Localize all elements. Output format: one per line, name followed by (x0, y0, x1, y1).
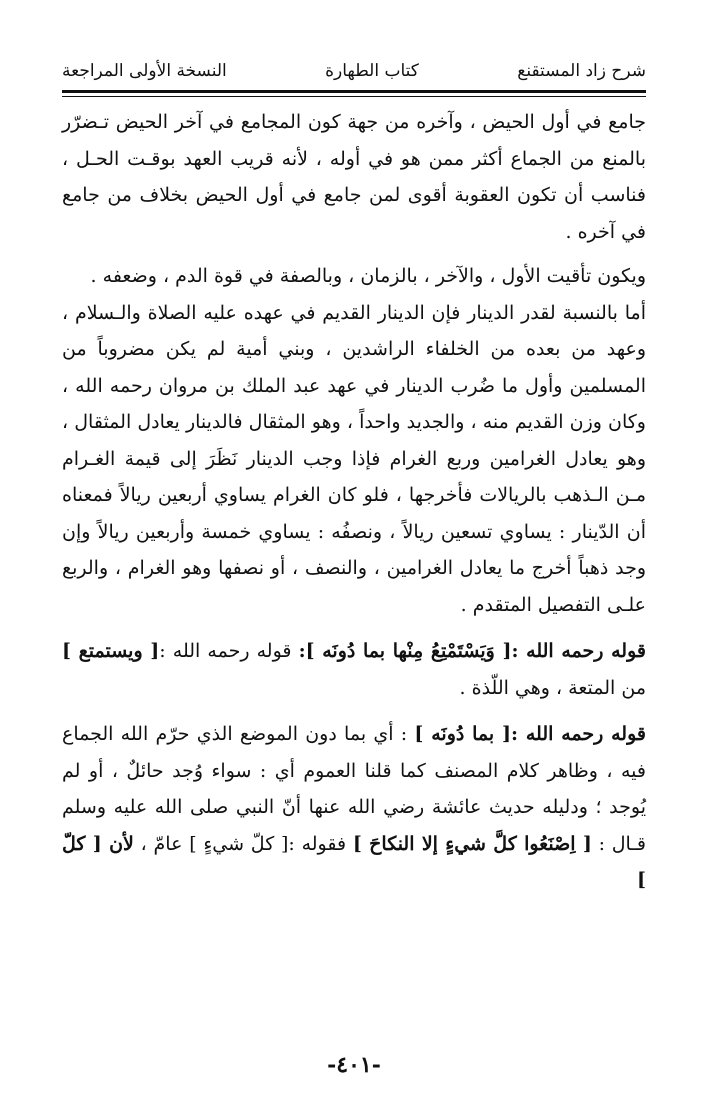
page-number: -٤٠١- (327, 1052, 381, 1078)
header-edition-note: النسخة الأولى المراجعة (62, 61, 227, 81)
body-text (62, 104, 646, 899)
commentary-term: [ ويستمتع ] (62, 640, 160, 662)
commentary-lead-2: قوله رحمه الله :[ بما دُونَه ] (414, 723, 646, 745)
hadith-quote: [ اِصْنَعُوا كلَّ شيءٍ إلا النكاحَ ] (352, 832, 592, 855)
commentary-lead: قوله رحمه الله :[ وَيَسْتَمْتِعُ مِنْها بما دُونَه ]: (298, 640, 646, 662)
header-chapter-title: كتاب الطهارة (325, 61, 419, 81)
paragraph-4 (62, 633, 646, 706)
header-book-title: شرح زاد المستقنع (517, 61, 646, 81)
header-rule-thin (62, 96, 646, 97)
commentary-text-3: فقوله :[ كلّ شيءٍ ] عامّ ، (133, 832, 353, 855)
commentary-term-2: لأن [ كلّ ] (62, 832, 646, 891)
running-header (62, 56, 646, 86)
paragraph-3: أما بالنسبة لقدر الدينار فإن الدينار القديم في عهده عليه الصلاة والـسلام ، وعهد من بعده من الخلفاء الراشدين ، وبني أمية لم يكن مضروباً من المسلمين وأول ما ضُرب الدينار في عهد عبد الملك بن مروان رحمه الله ، وكان وزن القديم منه ، والجديد واحداً ، وهو المثقال فالدينار يعادل المثقال ، وهو يعادل الغرامين وربع الغرام فإذا وجب الدينار نَظَرَ إلى قيمة الغـرام مـن الـذهب بالريالات فأخرجها ، فلو كان الغرام يساوي أربعين ريالاً فمعناه أن الدّينار : يساوي تسعين ريالاً ، ونصفُه : يساوي خمسة وأربعين ريالاً وإن وجد ذهباً أخرج ما يعادل الغرامين ، والنصف ، أو نصفها وهو الغرام ، والربع علـى التفصيل المتقدم . (62, 301, 647, 616)
header-rule-thick (62, 90, 646, 93)
commentary-text-tail: من المتعة ، وهي اللّذة . (459, 676, 646, 699)
paragraph-2: ويكون تأقيت الأول ، والآخر ، بالزمان ، وبالصفة في قوة الدم ، وضعفه . (90, 265, 646, 287)
commentary-text: قوله رحمه الله : (159, 640, 299, 662)
paragraph-1: جامع في أول الحيض ، وآخره من جهة كون المجامع في آخر الحيض تـضرّر بالمنع من الجماع أكثر ممن هو في أوله ، لأنه قريب العهد بوقـت الحـل ، فناسب أن تكون العقوبة أقوى لمن جامع في أول الحيض بخلاف من جامع في آخره . (62, 111, 646, 243)
commentary-text-2: : أي بما دون الموضع الذي حرّم الله الجماع فيه ، وظاهر كلام المصنف كما قلنا العموم أي : سواء وُجد حائلٌ ، أو لم يُوجد ؛ ودليله حديث عائشة رضي الله عنها أنّ النبي صلى الله عليه وسلم قـال : (62, 723, 646, 855)
paragraph-5 (62, 716, 646, 899)
